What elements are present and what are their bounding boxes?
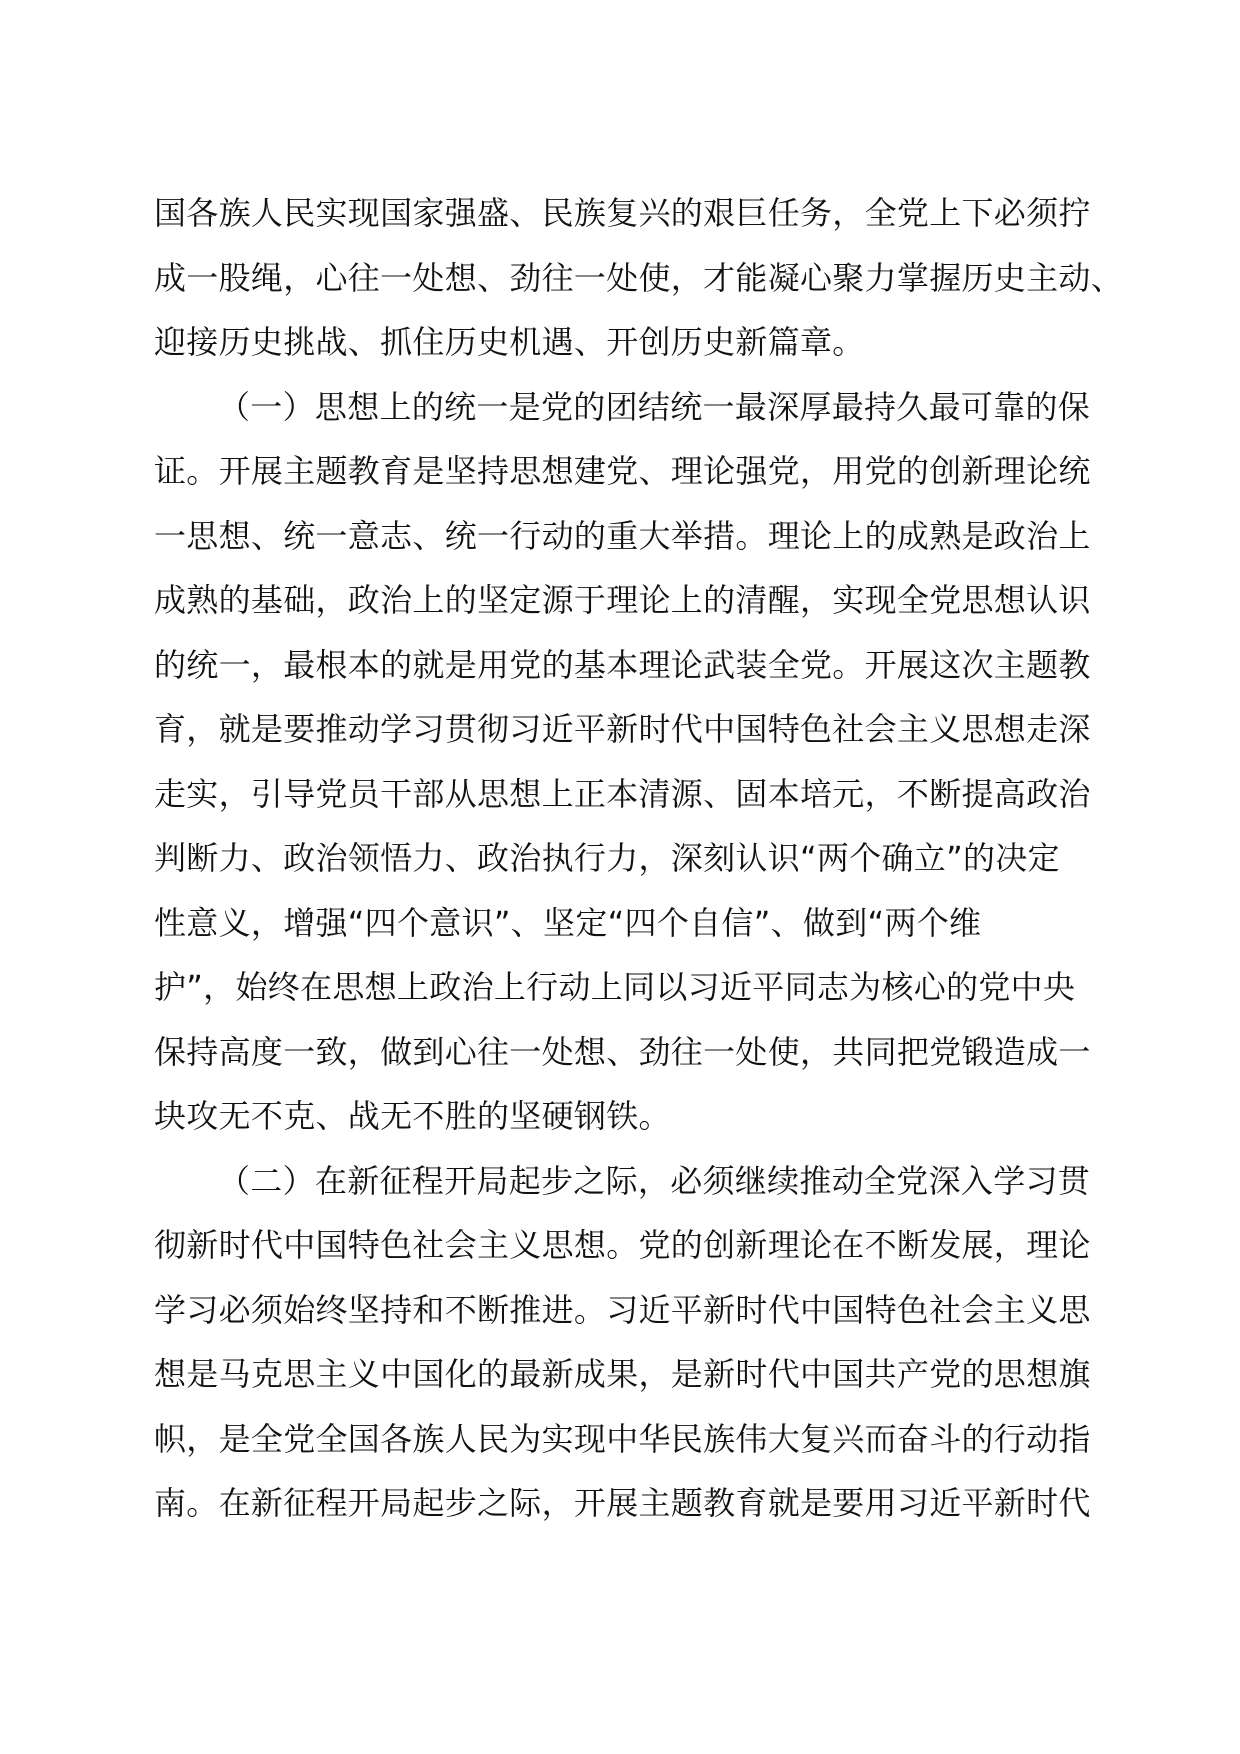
text-line: 保持高度一致，做到心往一处想、劲往一处使，共同把党锻造成一 bbox=[154, 1032, 1091, 1071]
text-line: 块攻无不克、战无不胜的坚硬钢铁。 bbox=[154, 1097, 671, 1135]
text-line: 成熟的基础，政治上的坚定源于理论上的清醒，实现全党思想认识 bbox=[154, 581, 1091, 619]
text-line: 国各族人民实现国家强盛、民族复兴的艰巨任务，全党上下必须拧 bbox=[154, 194, 1091, 232]
text-line: 育，就是要推动学习贯彻习近平新时代中国特色社会主义思想走深 bbox=[154, 710, 1091, 748]
text-line: 彻新时代中国特色社会主义思想。党的创新理论在不断发展，理论 bbox=[154, 1226, 1091, 1264]
text-line: 走实，引导党员干部从思想上正本清源、固本培元，不断提高政治 bbox=[154, 774, 1091, 813]
text-line: 性意义，增强“四个意识”、坚定“四个自信”、做到“两个维 bbox=[154, 903, 982, 942]
text-line: 成一股绳，心往一处想、劲往一处使，才能凝心聚力掌握历史主动、 bbox=[154, 258, 1124, 297]
body-text bbox=[154, 181, 1124, 1536]
text-line: 想是马克思主义中国化的最新成果，是新时代中国共产党的思想旗 bbox=[154, 1355, 1091, 1393]
text-line: 证。开展主题教育是坚持思想建党、理论强党，用党的创新理论统 bbox=[154, 452, 1091, 490]
text-line: 帜，是全党全国各族人民为实现中华民族伟大复兴而奋斗的行动指 bbox=[154, 1419, 1091, 1458]
text-line: 判断力、政治领悟力、政治执行力，深刻认识“两个确立”的决定 bbox=[154, 839, 1060, 877]
text-line: 迎接历史挑战、抓住历史机遇、开创历史新篇章。 bbox=[154, 323, 865, 361]
text-line: 的统一，最根本的就是用党的基本理论武装全党。开展这次主题教 bbox=[154, 645, 1091, 684]
text-line: 南。在新征程开局起步之际，开展主题教育就是要用习近平新时代 bbox=[154, 1484, 1091, 1522]
section-heading-1: （一）思想上的统一是党的团结统一最深厚最持久最可靠的保 bbox=[218, 387, 1091, 426]
section-heading-2: （二）在新征程开局起步之际，必须继续推动全党深入学习贯 bbox=[218, 1161, 1091, 1200]
text-line: 护”，始终在思想上政治上行动上同以习近平同志为核心的党中央 bbox=[154, 968, 1076, 1006]
text-line: 一思想、统一意志、统一行动的重大举措。理论上的成熟是政治上 bbox=[154, 516, 1091, 555]
text-line: 学习必须始终坚持和不断推进。习近平新时代中国特色社会主义思 bbox=[154, 1290, 1091, 1329]
